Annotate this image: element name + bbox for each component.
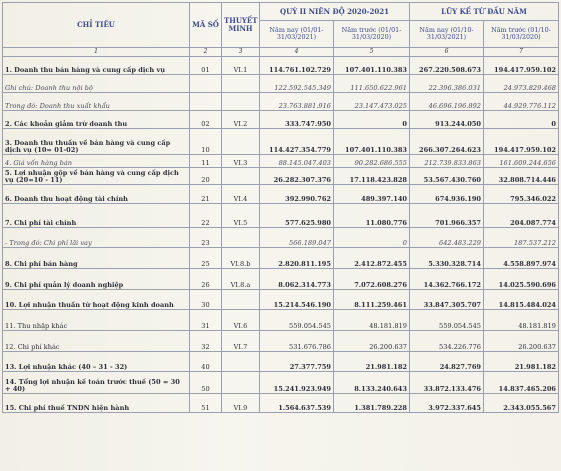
row-label: 14. Tổng lợi nhuận kế toán trước thuế (50 = 30 + 40) (3, 372, 190, 394)
row-label: Trong đó: Doanh thu xuất khẩu (3, 93, 190, 111)
row-ytd-previous: 0 (484, 111, 559, 129)
row-q-current: 114.761.102.729 (260, 57, 334, 75)
row-q-previous: 21.981.182 (334, 352, 410, 372)
row-q-previous: 107.401.110.383 (334, 129, 410, 155)
row-code (190, 93, 222, 111)
header-q-current: Năm nay (01/01-31/03/2021) (260, 21, 334, 48)
row-note: VI.6 (222, 310, 260, 331)
index-cell: 5 (334, 48, 410, 57)
table-row (3, 93, 559, 111)
index-cell: 4 (260, 48, 334, 57)
row-ytd-current: 33.847.305.707 (410, 290, 484, 310)
row-ytd-current: 3.972.337.645 (410, 394, 484, 413)
row-q-current: 15.241.923.949 (260, 372, 334, 394)
table-row (3, 228, 559, 248)
table-row (3, 75, 559, 93)
row-note: VI.9 (222, 394, 260, 413)
row-q-current: 27.377.759 (260, 352, 334, 372)
row-ytd-current: 534.226.776 (410, 331, 484, 352)
row-q-previous: 23.147.473.025 (334, 93, 410, 111)
row-note (222, 129, 260, 155)
table-row (3, 111, 559, 129)
row-q-previous: 48.181.819 (334, 310, 410, 331)
row-q-current: 23.763.881.916 (260, 93, 334, 111)
row-code: 40 (190, 352, 222, 372)
row-ytd-previous: 21.981.182 (484, 352, 559, 372)
row-ytd-current: 46.696.196.892 (410, 93, 484, 111)
row-note (222, 168, 260, 185)
row-code: 25 (190, 248, 222, 269)
row-q-current: 566.189.047 (260, 228, 334, 248)
table-row (3, 352, 559, 372)
row-q-current: 88.145.047.403 (260, 155, 334, 168)
table-row (3, 331, 559, 352)
row-q-previous: 17.118.423.828 (334, 168, 410, 185)
index-cell: 1 (3, 48, 190, 57)
row-code: 31 (190, 310, 222, 331)
header-ytd-current: Năm nay (01/10-31/03/2021) (410, 21, 484, 48)
table-row (3, 57, 559, 75)
header-q-previous: Năm trước (01/01-31/03/2020) (334, 21, 410, 48)
row-note: VI.8.b (222, 248, 260, 269)
row-note: VI.8.a (222, 269, 260, 290)
index-cell: 6 (410, 48, 484, 57)
row-code: 02 (190, 111, 222, 129)
statement-body (3, 57, 559, 413)
header-thuyet-minh: THUYẾT MINH (222, 3, 260, 48)
table-row (3, 248, 559, 269)
row-label: 8. Chi phí bán hàng (3, 248, 190, 269)
row-ytd-current: 22.396.386.031 (410, 75, 484, 93)
row-q-current: 15.214.546.190 (260, 290, 334, 310)
table-row (3, 372, 559, 394)
row-ytd-previous: 4.558.897.974 (484, 248, 559, 269)
row-code: 21 (190, 185, 222, 204)
row-ytd-current: 24.827.769 (410, 352, 484, 372)
row-ytd-current: 5.330.328.714 (410, 248, 484, 269)
row-code: 32 (190, 331, 222, 352)
row-q-current: 8.062.314.773 (260, 269, 334, 290)
row-q-current: 531.676.786 (260, 331, 334, 352)
row-code: 30 (190, 290, 222, 310)
row-note (222, 372, 260, 394)
row-note (222, 352, 260, 372)
row-label: 1. Doanh thu bán hàng và cung cấp dịch vụ (3, 57, 190, 75)
row-ytd-current: 53.567.430.760 (410, 168, 484, 185)
row-ytd-previous: 194.417.959.102 (484, 129, 559, 155)
row-ytd-previous: 32.808.714.446 (484, 168, 559, 185)
row-ytd-previous: 24.973.829.468 (484, 75, 559, 93)
row-label: 9. Chi phí quản lý doanh nghiệp (3, 269, 190, 290)
row-ytd-current: 33.872.133.476 (410, 372, 484, 394)
row-note (222, 290, 260, 310)
table-row (3, 185, 559, 204)
table-row (3, 204, 559, 228)
row-ytd-previous: 204.087.774 (484, 204, 559, 228)
row-note: VI.7 (222, 331, 260, 352)
row-ytd-previous: 194.417.959.102 (484, 57, 559, 75)
row-code: 26 (190, 269, 222, 290)
row-code: 51 (190, 394, 222, 413)
row-ytd-current: 701.966.357 (410, 204, 484, 228)
table-row (3, 129, 559, 155)
row-code: 10 (190, 129, 222, 155)
row-code: 22 (190, 204, 222, 228)
row-code: 01 (190, 57, 222, 75)
row-note: VI.1 (222, 57, 260, 75)
header-quarter-group: QUÝ II NIÊN ĐỘ 2020-2021 (260, 3, 410, 21)
row-code: 11 (190, 155, 222, 168)
row-note: VI.2 (222, 111, 260, 129)
row-label: 2. Các khoản giảm trừ doanh thu (3, 111, 190, 129)
row-label: 4. Giá vốn hàng bán (3, 155, 190, 168)
row-ytd-previous: 14.025.590.696 (484, 269, 559, 290)
row-note (222, 75, 260, 93)
row-q-previous: 26.200.637 (334, 331, 410, 352)
row-q-previous: 0 (334, 111, 410, 129)
table-row (3, 168, 559, 185)
table-row (3, 269, 559, 290)
row-ytd-current: 212.739.833.863 (410, 155, 484, 168)
row-q-current: 122.592.545.349 (260, 75, 334, 93)
row-q-previous: 111.650.622.961 (334, 75, 410, 93)
row-ytd-current: 642.483.229 (410, 228, 484, 248)
row-label: 11. Thu nhập khác (3, 310, 190, 331)
row-q-current: 2.820.811.195 (260, 248, 334, 269)
row-note (222, 93, 260, 111)
header-ytd-group: LŨY KẾ TỪ ĐẦU NĂM (410, 3, 559, 21)
row-ytd-previous: 48.181.819 (484, 310, 559, 331)
row-q-previous: 8.133.240.643 (334, 372, 410, 394)
row-q-previous: 107.401.110.383 (334, 57, 410, 75)
table-row (3, 310, 559, 331)
row-ytd-current: 913.244.050 (410, 111, 484, 129)
row-ytd-current: 559.054.545 (410, 310, 484, 331)
row-label: 13. Lợi nhuận khác (40 – 31 - 32) (3, 352, 190, 372)
row-q-previous: 11.080.776 (334, 204, 410, 228)
row-note: VI.4 (222, 185, 260, 204)
row-q-current: 559.054.545 (260, 310, 334, 331)
row-q-previous: 0 (334, 228, 410, 248)
table-row (3, 155, 559, 168)
row-code: 20 (190, 168, 222, 185)
row-q-previous: 2.412.872.455 (334, 248, 410, 269)
index-cell: 3 (222, 48, 260, 57)
row-note: VI.3 (222, 155, 260, 168)
row-ytd-previous: 795.346.022 (484, 185, 559, 204)
row-q-current: 333.747.950 (260, 111, 334, 129)
row-ytd-previous: 14.837.465.206 (484, 372, 559, 394)
index-cell: 2 (190, 48, 222, 57)
row-ytd-previous: 2.343.055.567 (484, 394, 559, 413)
row-ytd-previous: 161.609.244.656 (484, 155, 559, 168)
row-code (190, 75, 222, 93)
header-ytd-previous: Năm trước (01/10-31/03/2020) (484, 21, 559, 48)
row-label: 7. Chi phí tài chính (3, 204, 190, 228)
row-q-current: 114.427.354.779 (260, 129, 334, 155)
row-ytd-previous: 14.815.484.024 (484, 290, 559, 310)
row-q-previous: 1.381.789.228 (334, 394, 410, 413)
row-q-previous: 90.282.686.555 (334, 155, 410, 168)
row-ytd-current: 14.362.766.172 (410, 269, 484, 290)
row-ytd-previous: 44.929.776.112 (484, 93, 559, 111)
row-label: 15. Chi phí thuế TNDN hiện hành (3, 394, 190, 413)
row-code: 50 (190, 372, 222, 394)
row-label: 10. Lợi nhuận thuần từ hoạt động kinh doanh (3, 290, 190, 310)
row-note (222, 228, 260, 248)
row-label: 5. Lợi nhuận gộp về bán hàng và cung cấp dịch vụ (20=10 - 11) (3, 168, 190, 185)
row-note: VI.5 (222, 204, 260, 228)
income-statement-table (2, 2, 559, 413)
row-label: 3. Doanh thu thuần về bán hàng và cung cấp dịch vụ (10= 01-02) (3, 129, 190, 155)
row-label: Ghi chú: Doanh thu nội bộ (3, 75, 190, 93)
row-q-current: 1.564.637.539 (260, 394, 334, 413)
row-ytd-current: 266.307.264.623 (410, 129, 484, 155)
index-cell: 7 (484, 48, 559, 57)
row-ytd-previous: 187.537.212 (484, 228, 559, 248)
table-row (3, 290, 559, 310)
row-label: - Trong đó: Chi phí lãi vay (3, 228, 190, 248)
row-q-current: 26.282.307.376 (260, 168, 334, 185)
header-chi-tieu: CHỈ TIÊU (3, 3, 190, 48)
row-q-previous: 489.397.140 (334, 185, 410, 204)
row-q-current: 577.625.980 (260, 204, 334, 228)
row-code: 23 (190, 228, 222, 248)
table-row (3, 394, 559, 413)
row-label: 12. Chi phí khác (3, 331, 190, 352)
row-q-current: 392.990.762 (260, 185, 334, 204)
row-q-previous: 7.072.608.276 (334, 269, 410, 290)
row-label: 6. Doanh thu hoạt động tài chính (3, 185, 190, 204)
header-ma-so: MÃ SỐ (190, 3, 222, 48)
row-ytd-current: 674.936.190 (410, 185, 484, 204)
row-ytd-current: 267.220.508.673 (410, 57, 484, 75)
row-ytd-previous: 26.200.637 (484, 331, 559, 352)
row-q-previous: 8.111.259.461 (334, 290, 410, 310)
